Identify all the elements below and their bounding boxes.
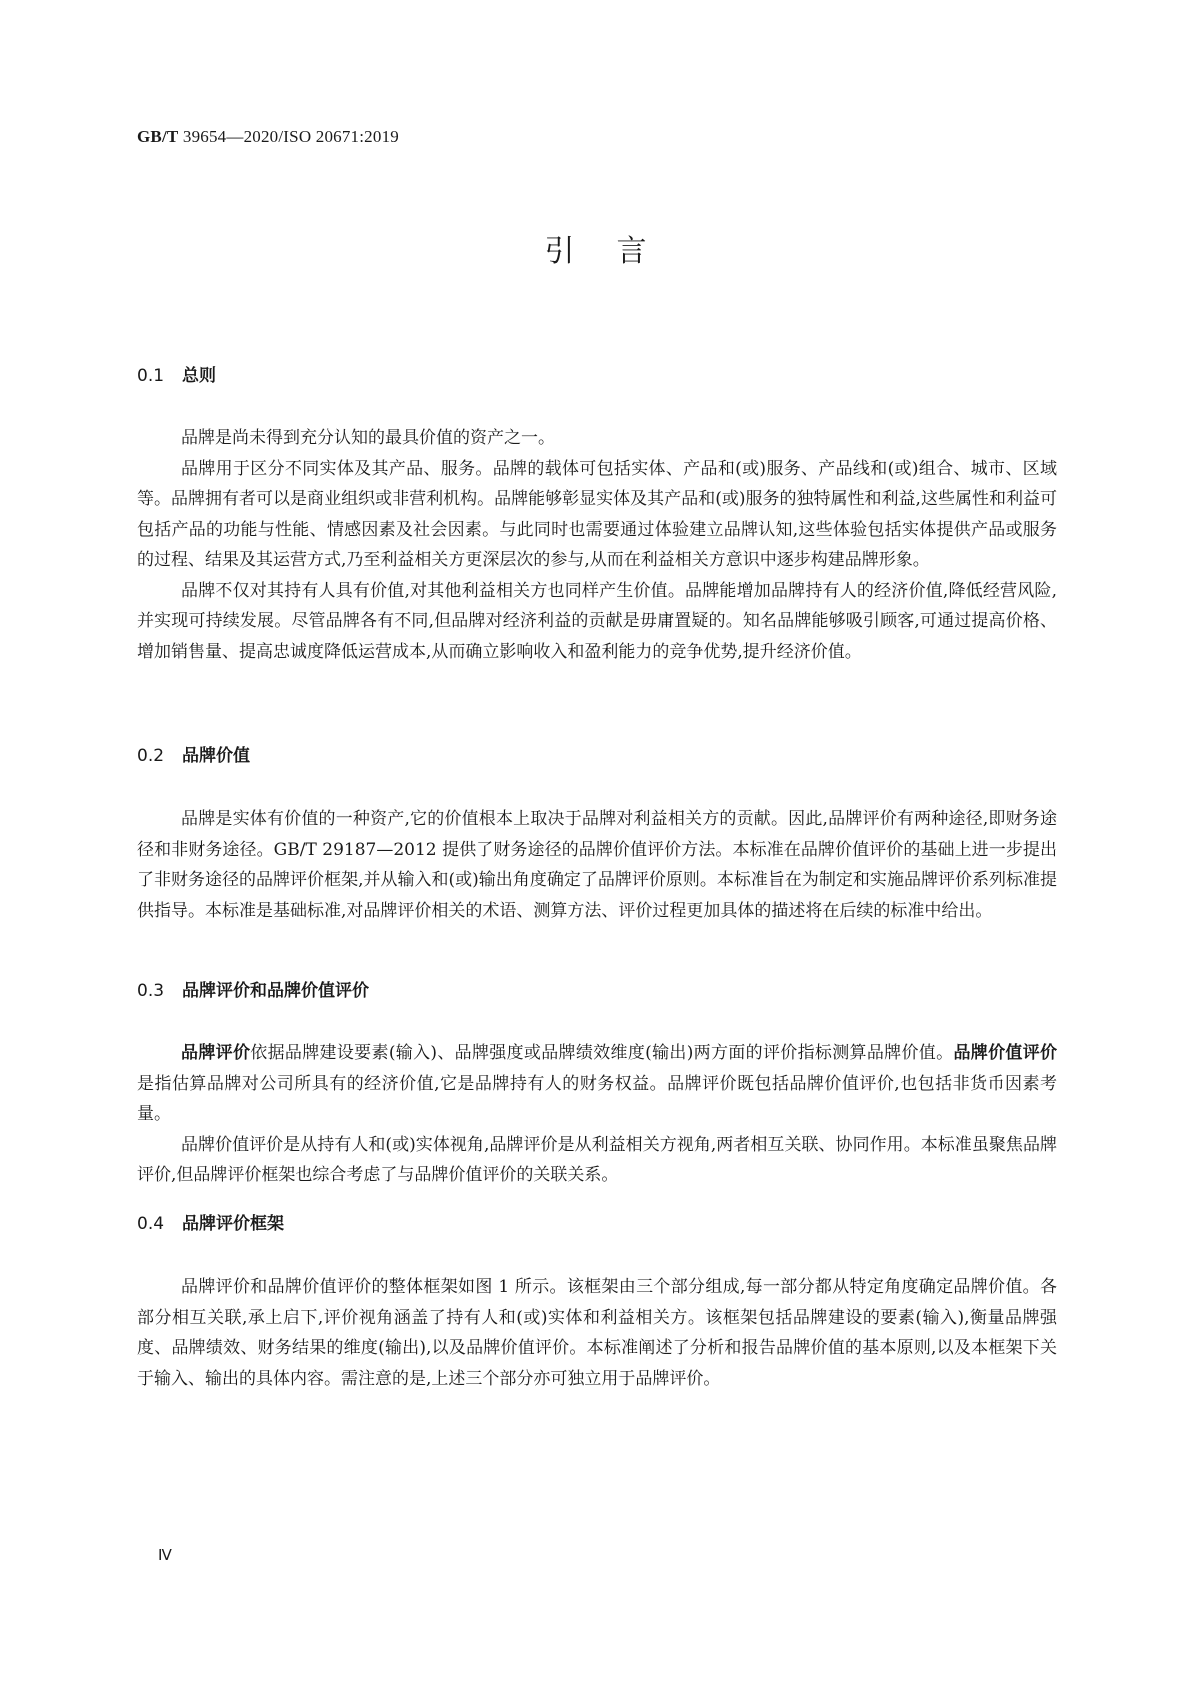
- paragraph: 品牌评价和品牌价值评价的整体框架如图 1 所示。该框架由三个部分组成,每一部分都从特定角度确定品牌价值。各部分相互关联,承上启下,评价视角涵盖了持有人和(或)实体和利益相关方。该框架包括品牌建设的要素(输入),衡量品牌强度、品牌绩效、财务结果的维度(输出),以及品牌价值评价。本标准阐述了分析和报告品牌价值的基本原则,以及本框架下关于输入、输出的具体内容。需注意的是,上述三个部分亦可独立用于品牌评价。: [137, 1277, 1057, 1389]
- standard-number-header: [137, 127, 399, 147]
- section-number: 0.4: [137, 1214, 165, 1234]
- section-brand-evaluation: [137, 979, 1057, 1191]
- section-title: 总则: [182, 366, 216, 386]
- paragraph: 品牌价值评价是从持有人和(或)实体视角,品牌评价是从利益相关方视角,两者相互关联、协同作用。本标准虽聚焦品牌评价,但品牌评价框架也综合考虑了与品牌价值评价的关联关系。: [137, 1134, 1057, 1185]
- paragraph: 品牌是尚未得到充分认知的最具价值的资产之一。: [181, 428, 555, 448]
- section-heading: [137, 1212, 1057, 1236]
- section-title: 品牌评价框架: [182, 1214, 284, 1234]
- paragraph: 品牌是实体有价值的一种资产,它的价值根本上取决于品牌对利益相关方的贡献。因此,品牌评价有两种途径,即财务途径和非财务途径。GB/T 29187—2012 提供了财务途径的品牌价值评价方法。本标准在品牌价值评价的基础上进一步提出了非财务途径的品牌评价框架,并从输入和(或)输出角度确定了品牌评价原则。本标准旨在为制定和实施品牌评价系列标准提供指导。本标准是基础标准,对品牌评价相关的术语、测算方法、评价过程更加具体的描述将在后续的标准中给出。: [137, 809, 1057, 921]
- term-brand-value-evaluation: 品牌价值评价: [953, 1043, 1058, 1063]
- section-title: 品牌评价和品牌价值评价: [182, 981, 369, 1001]
- paragraph: [137, 1038, 1057, 1130]
- section-heading: [137, 364, 1057, 388]
- section-brand-value: [137, 744, 1057, 926]
- paragraph: 品牌不仅对其持有人具有价值,对其他利益相关方也同样产生价值。品牌能增加品牌持有人的经济价值,降低经营风险,并实现可持续发展。尽管品牌各有不同,但品牌对经济利益的贡献是毋庸置疑的。知名品牌能够吸引顾客,可通过提高价格、增加销售量、提高忠诚度降低运营成本,从而确立影响收入和盈利能力的竞争优势,提升经济价值。: [137, 580, 1057, 662]
- term-brand-evaluation: 品牌评价: [181, 1043, 251, 1063]
- section-number: 0.3: [137, 981, 165, 1001]
- section-number: 0.1: [137, 366, 165, 386]
- standard-code: GB/T: [137, 127, 179, 146]
- section-number: 0.2: [137, 746, 165, 766]
- page-number: Ⅳ: [158, 1548, 172, 1564]
- section-evaluation-framework: [137, 1212, 1057, 1394]
- paragraph: 品牌用于区分不同实体及其产品、服务。品牌的载体可包括实体、产品和(或)服务、产品线和(或)组合、城市、区域等。品牌拥有者可以是商业组织或非营利机构。品牌能够彰显实体及其产品和(或)服务的独特属性和利益,这些属性和利益可包括产品的功能与性能、情感因素及社会因素。与此同时也需要通过体验建立品牌认知,这些体验包括实体提供产品或服务的过程、结果及其运营方式,乃至利益相关方更深层次的参与,从而在利益相关方意识中逐步构建品牌形象。: [137, 458, 1057, 570]
- section-heading: [137, 979, 1057, 1003]
- definition-text: 依据品牌建设要素(输入)、品牌强度或品牌绩效维度(输出)两方面的评价指标测算品牌价值。: [250, 1043, 954, 1063]
- standard-number: 39654—2020/ISO 20671:2019: [178, 127, 399, 146]
- page-title: 引言: [544, 234, 689, 269]
- definition-text: 是指估算品牌对公司所具有的经济价值,它是品牌持有人的财务权益。品牌评价既包括品牌价值评价,也包括非货币因素考量。: [137, 1073, 1057, 1124]
- section-heading: [137, 744, 1057, 768]
- section-title: 品牌价值: [182, 746, 250, 766]
- section-general: [137, 364, 1057, 667]
